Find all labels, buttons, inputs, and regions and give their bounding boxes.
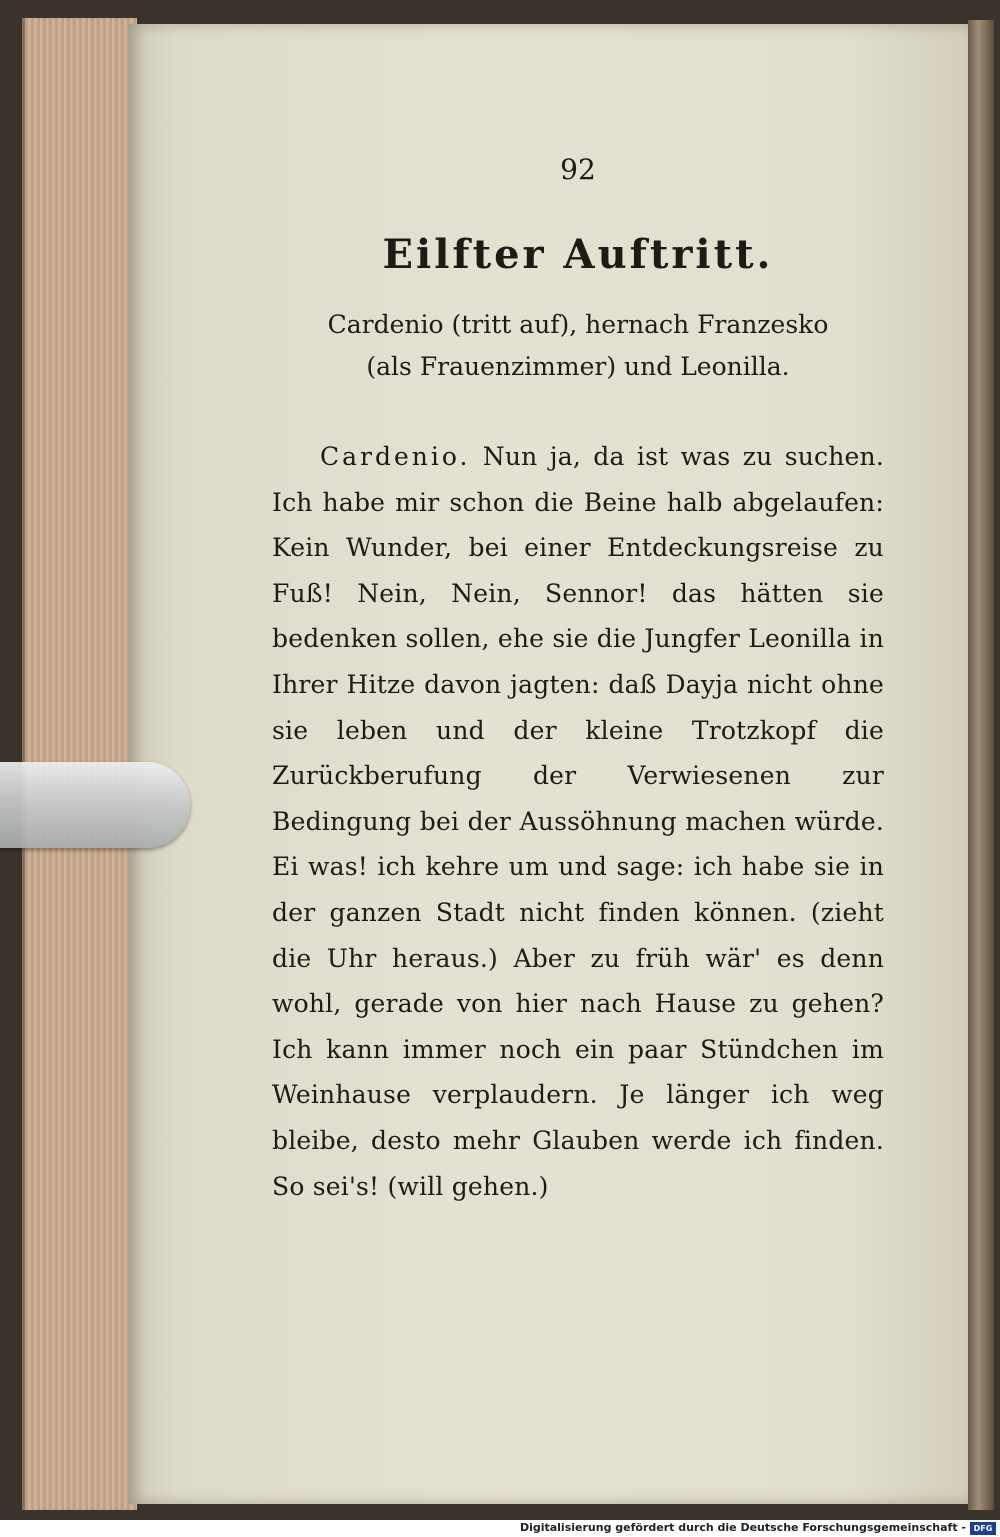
page-number: 92 xyxy=(560,153,596,186)
dfg-logo-icon: DFG xyxy=(970,1522,996,1535)
speech-text: Nun ja, da ist was zu suchen. Ich habe mir schon die Beine halb abgelaufen: Kein Wunder, bei einer Entdeckungsreise zu Fuß! Nein, Nein, Sennor! das hätten sie bedenken sollen, ehe sie die Jungfer Leonilla in Ihrer Hitze davon jagten: daß Dayja nicht ohne sie leben und der kleine Trotzkopf die Zurückberufung der Verwiesenen zur Bedingung bei der Aussöhnung machen würde. Ei was! ich kehre um und sage: ich habe sie in der ganzen Stadt nicht finden können. (zieht die Uhr heraus.) Aber zu früh wär' es denn wohl, gerade von hier nach Hause zu gehen? Ich kann immer noch ein paar Stündchen im Weinhause verplaudern. Je länger ich weg bleibe, desto mehr Glauben werde ich finden. So sei's! (will gehen.) xyxy=(272,442,884,1201)
cast-line-1: Cardenio (tritt auf), hernach Franzesko xyxy=(327,310,829,339)
speaker-name: Cardenio. xyxy=(320,442,471,471)
cast-list xyxy=(272,304,884,388)
page-text-block xyxy=(272,150,884,1209)
cast-line-2: (als Frauenzimmer) und Leonilla. xyxy=(366,352,790,381)
book-gutter xyxy=(968,20,994,1510)
scene-title: Eilfter Auftritt. xyxy=(382,231,774,278)
footer-credit: Digitalisierung gefördert durch die Deutsche Forschungsgemeinschaft - xyxy=(519,1521,966,1534)
page-holder-clip xyxy=(0,762,190,848)
speech-paragraph xyxy=(272,434,884,1209)
footer-bar xyxy=(0,1520,1000,1537)
